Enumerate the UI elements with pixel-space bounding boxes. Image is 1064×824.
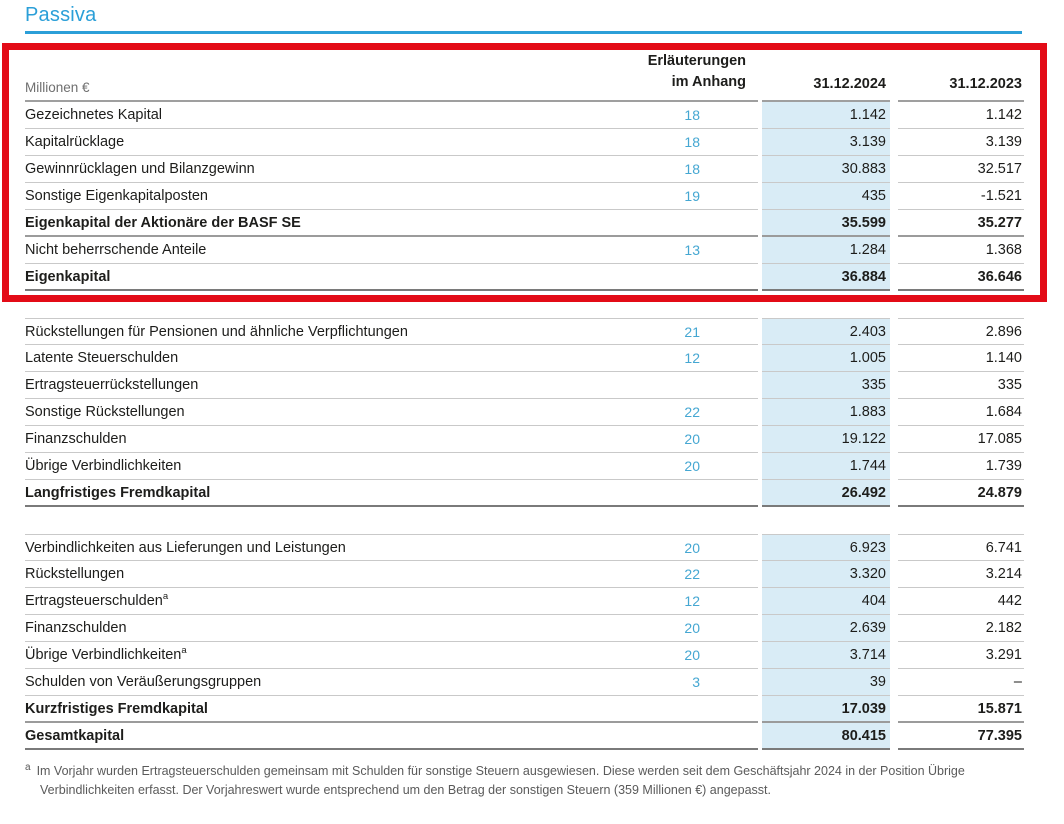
table-row xyxy=(25,237,1024,264)
column-header-2023: 31.12.2023 xyxy=(898,50,1024,102)
column-gap xyxy=(890,723,898,750)
row-label: Latente Steuerschulden xyxy=(25,350,179,366)
value-2024: 6.923 xyxy=(762,534,890,561)
value-2024: 1.883 xyxy=(762,399,890,426)
row-label: Finanzschulden xyxy=(25,431,127,447)
column-gap xyxy=(890,615,898,642)
table-row xyxy=(25,534,1024,561)
value-2023: 36.646 xyxy=(898,264,1024,291)
row-label: Verbindlichkeiten aus Lieferungen und Leistungen xyxy=(25,539,346,556)
column-gap xyxy=(890,453,898,480)
column-gap xyxy=(890,669,898,696)
column-gap xyxy=(890,210,898,237)
column-gap xyxy=(890,102,898,129)
row-label: Eigenkapital xyxy=(25,268,111,285)
value-2023: 2.182 xyxy=(898,615,1024,642)
value-2023: 17.085 xyxy=(898,426,1024,453)
row-label: Gezeichnetes Kapital xyxy=(25,107,163,123)
column-gap xyxy=(890,480,898,507)
value-2024: 26.492 xyxy=(762,480,890,507)
value-2023: – xyxy=(898,669,1024,696)
row-label: Gesamtkapital xyxy=(25,727,125,744)
value-2023: 3.214 xyxy=(898,561,1024,588)
column-gap xyxy=(890,345,898,372)
row-label: Sonstige Eigenkapitalposten xyxy=(25,188,208,204)
value-2023: 6.741 xyxy=(898,534,1024,561)
value-2024: 30.883 xyxy=(762,156,890,183)
value-2024: 1.284 xyxy=(762,237,890,264)
value-2024: 404 xyxy=(762,588,890,615)
column-gap xyxy=(890,696,898,723)
row-label: Langfristiges Fremdkapital xyxy=(25,484,211,501)
column-gap xyxy=(890,318,898,345)
value-2023: 3.291 xyxy=(898,642,1024,669)
footnote-marker: a xyxy=(162,591,169,603)
column-gap xyxy=(890,372,898,399)
note-reference: 20 xyxy=(684,647,700,663)
value-2023: 32.517 xyxy=(898,156,1024,183)
table-row xyxy=(25,183,1024,210)
value-2024: 80.415 xyxy=(762,723,890,750)
value-2024: 3.139 xyxy=(762,129,890,156)
table-row xyxy=(25,156,1024,183)
row-label: Nicht beherrschende Anteile xyxy=(25,242,207,258)
note-reference: 19 xyxy=(684,188,700,204)
column-gap xyxy=(890,183,898,210)
table-row xyxy=(25,129,1024,156)
value-2024: 335 xyxy=(762,372,890,399)
row-label: Eigenkapital der Aktionäre der BASF SE xyxy=(25,214,301,231)
value-2023: 35.277 xyxy=(898,210,1024,237)
note-reference: 21 xyxy=(684,323,700,340)
value-2024: 1.142 xyxy=(762,102,890,129)
column-gap xyxy=(890,426,898,453)
row-label: Rückstellungen xyxy=(25,566,125,582)
column-header-2024: 31.12.2024 xyxy=(762,50,890,102)
value-2023: 3.139 xyxy=(898,129,1024,156)
note-reference: 18 xyxy=(684,134,700,150)
note-reference: 22 xyxy=(684,566,700,582)
table-row xyxy=(25,210,1024,237)
value-2023: 335 xyxy=(898,372,1024,399)
value-2024: 35.599 xyxy=(762,210,890,237)
footnote xyxy=(25,762,1037,800)
row-label: Übrige Verbindlichkeiten$^a$ xyxy=(25,645,187,663)
footnote-text: Im Vorjahr wurden Ertragsteuerschulden gemeinsam mit Schulden für sonstige Steuern ausgewiesen. Diese werden seit dem Geschäftsjahr 2024 in der Position Übrige Verbindlichkeiten erfasst. Der Vorjahreswert wurde entsprechend um den Betrag der sonstigen Steuern (359 Millionen €) angepasst. xyxy=(36,764,965,797)
value-2024: 39 xyxy=(762,669,890,696)
notes-column-header: Erläuterungen im Anhang xyxy=(647,52,746,90)
value-2024: 36.884 xyxy=(762,264,890,291)
column-gap xyxy=(890,264,898,291)
value-2024: 1.744 xyxy=(762,453,890,480)
value-2024: 1.005 xyxy=(762,345,890,372)
note-reference: 20 xyxy=(684,539,700,556)
header-left-group xyxy=(25,50,758,102)
table-row xyxy=(25,480,1024,507)
value-2024: 2.639 xyxy=(762,615,890,642)
table-row xyxy=(25,723,1024,750)
page-title: Passiva xyxy=(25,4,97,26)
value-2024: 3.714 xyxy=(762,642,890,669)
row-label: Kapitalrücklage xyxy=(25,134,125,150)
table-section xyxy=(25,534,1024,750)
note-reference: 20 xyxy=(684,620,700,636)
row-label: Ertragsteuerschulden$^a$ xyxy=(25,591,169,609)
table-section xyxy=(25,102,1024,291)
row-label: Rückstellungen für Pensionen und ähnliche Verpflichtungen xyxy=(25,323,408,340)
table-row xyxy=(25,372,1024,399)
column-gap xyxy=(890,129,898,156)
column-gap xyxy=(890,642,898,669)
table-row xyxy=(25,588,1024,615)
table-row xyxy=(25,264,1024,291)
table-row xyxy=(25,345,1024,372)
note-reference: 20 xyxy=(684,431,700,447)
row-label: Kurzfristiges Fremdkapital xyxy=(25,700,208,717)
row-label: Gewinnrücklagen und Bilanzgewinn xyxy=(25,161,255,177)
row-label: Sonstige Rückstellungen xyxy=(25,404,185,420)
footnote-marker: a xyxy=(25,761,31,773)
row-label: Schulden von Veräußerungsgruppen xyxy=(25,674,262,690)
column-gap xyxy=(890,156,898,183)
value-2024: 3.320 xyxy=(762,561,890,588)
value-2023: 1.142 xyxy=(898,102,1024,129)
row-label: Ertragsteuerrückstellungen xyxy=(25,377,199,393)
passiva-table xyxy=(25,50,1024,750)
column-gap xyxy=(890,561,898,588)
table-row xyxy=(25,426,1024,453)
note-reference: 12 xyxy=(684,593,700,609)
table-row xyxy=(25,399,1024,426)
table-row xyxy=(25,318,1024,345)
column-gap xyxy=(890,534,898,561)
value-2024: 2.403 xyxy=(762,318,890,345)
value-2023: 1.140 xyxy=(898,345,1024,372)
column-gap xyxy=(890,399,898,426)
value-2024: 19.122 xyxy=(762,426,890,453)
note-reference: 13 xyxy=(684,242,700,258)
value-2023: 442 xyxy=(898,588,1024,615)
note-reference: 22 xyxy=(684,404,700,420)
row-label: Übrige Verbindlichkeiten xyxy=(25,458,182,474)
value-2023: 1.368 xyxy=(898,237,1024,264)
value-2023: 1.739 xyxy=(898,453,1024,480)
note-reference: 12 xyxy=(684,350,700,366)
note-reference: 18 xyxy=(684,107,700,123)
table-row xyxy=(25,615,1024,642)
footnote-marker: a xyxy=(181,645,187,657)
table-header-row xyxy=(25,50,1024,102)
table-body xyxy=(25,102,1024,750)
note-reference: 18 xyxy=(684,161,700,177)
value-2024: 17.039 xyxy=(762,696,890,723)
row-label: Finanzschulden xyxy=(25,620,127,636)
column-gap xyxy=(890,237,898,264)
note-reference: 20 xyxy=(684,458,700,474)
table-row xyxy=(25,642,1024,669)
value-2023: 24.879 xyxy=(898,480,1024,507)
table-row xyxy=(25,669,1024,696)
unit-label: Millionen € xyxy=(25,80,90,95)
column-gap xyxy=(890,588,898,615)
value-2024: 435 xyxy=(762,183,890,210)
value-2023: 2.896 xyxy=(898,318,1024,345)
table-row xyxy=(25,696,1024,723)
value-2023: 1.684 xyxy=(898,399,1024,426)
table-row xyxy=(25,102,1024,129)
value-2023: 15.871 xyxy=(898,696,1024,723)
title-underline xyxy=(25,31,1022,34)
column-gap xyxy=(890,50,898,102)
value-2023: 77.395 xyxy=(898,723,1024,750)
note-reference: 3 xyxy=(692,674,700,690)
table-section xyxy=(25,318,1024,507)
table-row xyxy=(25,561,1024,588)
value-2023: -1.521 xyxy=(898,183,1024,210)
table-row xyxy=(25,453,1024,480)
